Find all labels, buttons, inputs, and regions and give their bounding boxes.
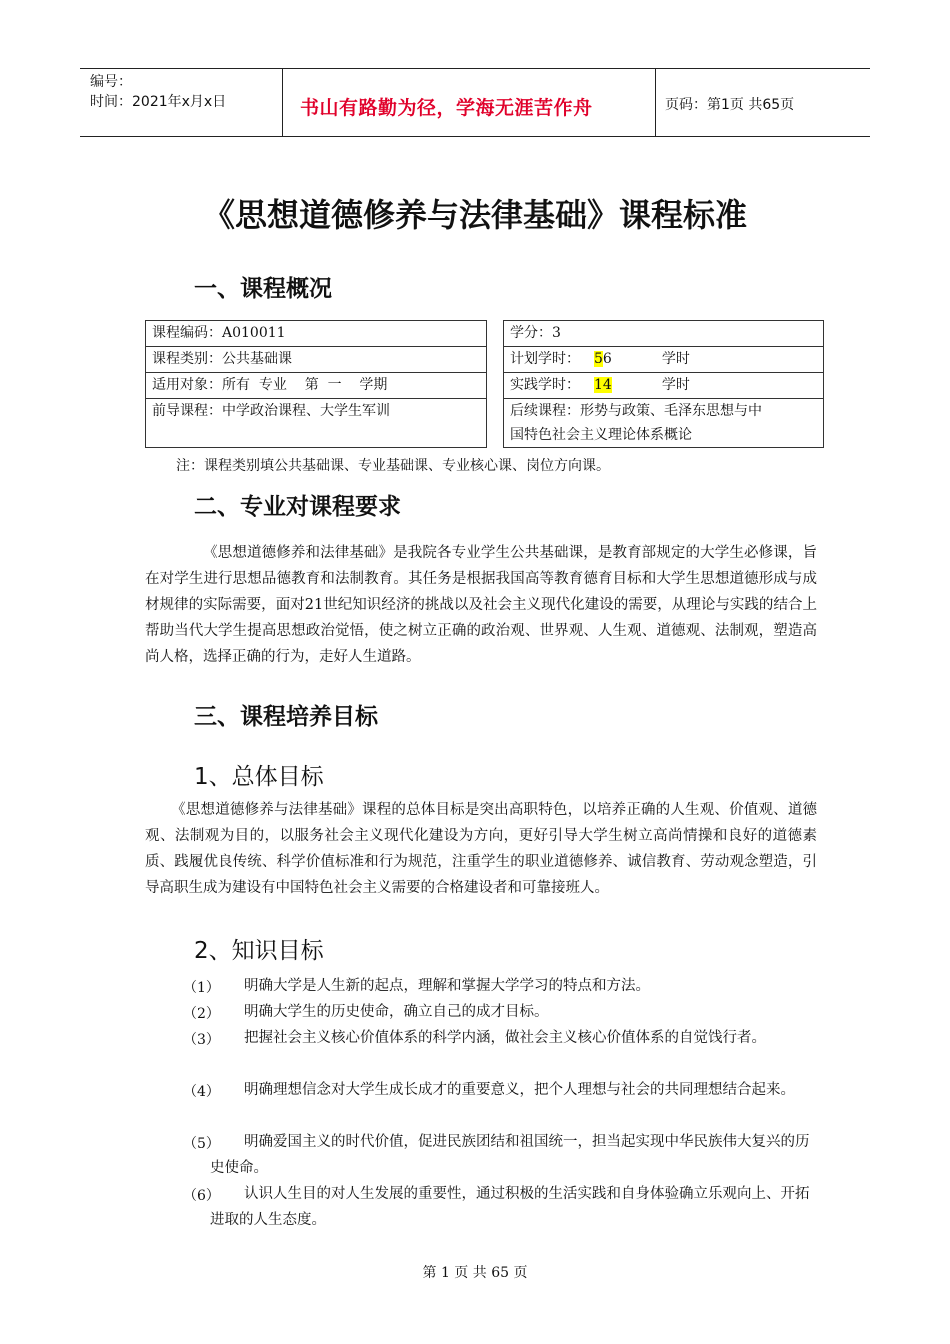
- practice-hours-label: 实践学时：: [510, 377, 580, 393]
- list-item-number: （4）: [183, 1084, 220, 1100]
- planned-hours-label: 计划学时：: [510, 351, 580, 367]
- planned-hours-highlight: 5: [594, 351, 603, 367]
- course-audience: 适用对象：所有 专业 第 一 学期: [152, 377, 388, 393]
- section-heading-goals: 三、课程培养目标: [194, 704, 378, 730]
- practice-hours-value: 14: [594, 377, 612, 393]
- practice-hours-unit: 学时: [661, 377, 690, 393]
- list-item-number: （5）: [183, 1136, 220, 1152]
- header-top-rule: [80, 68, 870, 69]
- course-credits: 学分：3: [510, 325, 561, 341]
- overall-goal-paragraph: [145, 797, 817, 901]
- list-item: 明确大学生的历史使命，确立自己的成才目标。: [244, 1004, 549, 1020]
- list-item-number: （2）: [183, 1006, 220, 1022]
- header-time-label: 时间：2021年x月x日: [90, 94, 227, 110]
- planned-hours-rest: 6: [602, 351, 612, 367]
- header-divider-left: [282, 68, 283, 136]
- requirements-text: 《思想道德修养和法律基础》是我院各专业学生公共基础课，是教育部规定的大学生必修课，旨在对学生进行思想品德教育和法制教育。其任务是根据我国高等教育德育目标和大学生思想道德形成与成材规律的实际需要，面对21世纪知识经济的挑战以及社会主义现代化建设的需要，从理论与实践的结合上帮助当代大学生提高思想政治觉悟，使之树立正确的政治观、世界观、人生观、道德观、法制观，塑造高尚人格，选择正确的行为，走好人生道路。: [145, 545, 817, 665]
- requirements-paragraph: [145, 540, 817, 670]
- practice-hours: [510, 373, 810, 398]
- page-footer: 第 1 页 共 65 页: [422, 1265, 528, 1281]
- list-item-number: （3）: [183, 1032, 220, 1048]
- planned-hours: [510, 347, 810, 372]
- course-prereq: 前导课程：中学政治课程、大学生军训: [152, 403, 390, 419]
- document-title: 《思想道德修养与法律基础》课程标准: [202, 196, 747, 234]
- list-item: 认识人生目的对人生发展的重要性，通过积极的生活实践和自身体验确立乐观向上、开拓进取的人生态度。: [210, 1186, 810, 1228]
- planned-hours-unit: 学时: [661, 351, 690, 367]
- list-item-number: （6）: [183, 1188, 220, 1204]
- followup-line-1: 后续课程：形势与政策、毛泽东思想与中: [510, 403, 762, 419]
- overall-goal-text: 《思想道德修养与法律基础》课程的总体目标是突出高职特色，以培养正确的人生观、价值观、道德观、法制观为目的，以服务社会主义现代化建设为方向，更好引导大学生树立高尚情操和良好的道德素质、践履优良传统、科学价值标准和行为规范，注重学生的职业道德修养、诚信教育、劳动观念塑造，引导高职生成为建设有中国特色社会主义需要的合格建设者和可靠接班人。: [145, 802, 817, 896]
- header-code-label: 编号：: [90, 74, 132, 90]
- section-heading-overview: 一、课程概况: [194, 276, 332, 302]
- subsection-heading-overall: 1、总体目标: [194, 764, 324, 790]
- header-motto: 书山有路勤为径，学海无涯苦作舟: [300, 97, 593, 119]
- list-item: 明确爱国主义的时代价值，促进民族团结和祖国统一，担当起实现中华民族伟大复兴的历史使命。: [210, 1134, 810, 1176]
- list-item-number: （1）: [183, 980, 220, 996]
- header-divider-right: [655, 68, 656, 136]
- course-type: 课程类别：公共基础课: [152, 351, 292, 367]
- list-item: 明确理想信念对大学生成长成才的重要意义，把个人理想与社会的共同理想结合起来。: [244, 1082, 795, 1098]
- list-item: 把握社会主义核心价值体系的科学内涵，做社会主义核心价值体系的自觉饯行者。: [244, 1030, 766, 1046]
- followup-line-2: 国特色社会主义理论体系概论: [510, 427, 692, 443]
- header-page-info: 页码：第1页 共65页: [665, 97, 795, 113]
- header-bottom-rule: [80, 136, 870, 137]
- course-code: 课程编码：A010011: [152, 325, 286, 341]
- subsection-heading-knowledge: 2、知识目标: [194, 938, 324, 964]
- list-item: 明确大学是人生新的起点，理解和掌握大学学习的特点和方法。: [244, 978, 650, 994]
- table-note: 注：课程类别填公共基础课、专业基础课、专业核心课、岗位方向课。: [176, 458, 610, 474]
- section-heading-requirements: 二、专业对课程要求: [194, 494, 401, 520]
